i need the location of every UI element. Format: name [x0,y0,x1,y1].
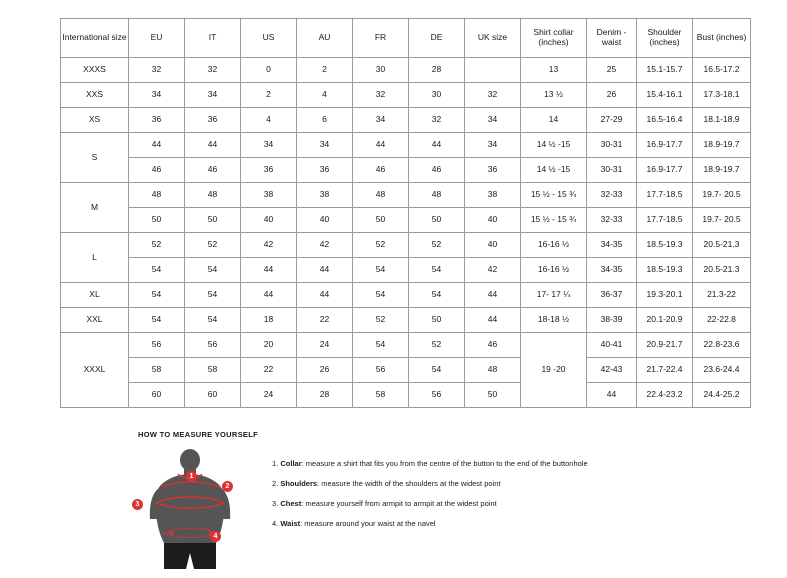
column-header-us: US [241,19,297,58]
cell-it: 54 [185,308,241,333]
measure-instruction-item [272,479,588,488]
cell-eu: 44 [129,133,185,158]
cell-shoulder: 20.9-21.7 [637,333,693,358]
cell-shoulder: 16.9-17.7 [637,158,693,183]
cell-it: 36 [185,108,241,133]
cell-it: 56 [185,333,241,358]
cell-it: 34 [185,83,241,108]
cell-de: 54 [409,358,465,383]
cell-us: 34 [241,133,297,158]
cell-it: 48 [185,183,241,208]
cell-eu: 52 [129,233,185,258]
cell-eu: 32 [129,58,185,83]
cell-us: 20 [241,333,297,358]
row-header-international-size: XXXS [61,58,129,83]
table-row [61,258,751,283]
row-header-international-size: L [61,233,129,283]
cell-collar: 16-16 ½ [521,233,587,258]
cell-shoulder: 21.7-22.4 [637,358,693,383]
cell-de: 54 [409,258,465,283]
row-header-international-size: XS [61,108,129,133]
row-header-international-size: XXS [61,83,129,108]
cell-bust: 18.9-19.7 [693,158,751,183]
cell-au: 44 [297,283,353,308]
table-row [61,233,751,258]
cell-fr: 54 [353,258,409,283]
table-row [61,283,751,308]
cell-uk: 36 [465,158,521,183]
cell-denim: 27-29 [587,108,637,133]
cell-uk: 32 [465,83,521,108]
cell-uk: 40 [465,233,521,258]
table-row [61,383,751,408]
cell-bust: 17.3-18.1 [693,83,751,108]
cell-shoulder: 16.9-17.7 [637,133,693,158]
cell-denim: 26 [587,83,637,108]
cell-eu: 54 [129,258,185,283]
cell-uk: 44 [465,308,521,333]
cell-au: 26 [297,358,353,383]
how-to-measure-title: HOW TO MEASURE YOURSELF [138,430,258,439]
how-to-measure-section [135,430,758,573]
marker-1: 1 [186,471,197,482]
cell-us: 2 [241,83,297,108]
cell-shoulder: 20.1-20.9 [637,308,693,333]
cell-fr: 46 [353,158,409,183]
column-header-uk-size: UK size [465,19,521,58]
cell-bust: 19.7- 20.5 [693,183,751,208]
table-header-row [61,19,751,58]
cell-denim: 30-31 [587,133,637,158]
measure-instruction-item [272,459,588,468]
cell-eu: 56 [129,333,185,358]
cell-bust: 18.1-18.9 [693,108,751,133]
cell-bust: 22.8-23.6 [693,333,751,358]
cell-de: 52 [409,233,465,258]
cell-au: 4 [297,83,353,108]
cell-denim: 34-35 [587,258,637,283]
cell-us: 40 [241,208,297,233]
cell-us: 36 [241,158,297,183]
cell-it: 58 [185,358,241,383]
cell-us: 0 [241,58,297,83]
cell-uk: 44 [465,283,521,308]
table-row [61,108,751,133]
cell-denim: 44 [587,383,637,408]
how-to-measure-body [135,447,758,573]
measure-item-number: 4. [272,519,279,528]
cell-shoulder: 15.4-16.1 [637,83,693,108]
cell-denim: 36-37 [587,283,637,308]
table-row [61,208,751,233]
cell-us: 44 [241,258,297,283]
cell-uk: 50 [465,383,521,408]
cell-de: 30 [409,83,465,108]
cell-bust: 23.6-24.4 [693,358,751,383]
cell-collar: 14 ½ -15 [521,158,587,183]
cell-it: 46 [185,158,241,183]
cell-fr: 32 [353,83,409,108]
cell-it: 32 [185,58,241,83]
cell-eu: 50 [129,208,185,233]
cell-au: 2 [297,58,353,83]
cell-fr: 54 [353,333,409,358]
measure-item-number: 3. [272,499,279,508]
cell-us: 42 [241,233,297,258]
cell-collar: 14 [521,108,587,133]
cell-it: 60 [185,383,241,408]
cell-bust: 19.7- 20.5 [693,208,751,233]
cell-it: 54 [185,283,241,308]
cell-eu: 54 [129,308,185,333]
cell-de: 52 [409,333,465,358]
row-header-international-size: XXXL [61,333,129,408]
cell-de: 50 [409,308,465,333]
measure-instruction-item [272,499,588,508]
measure-item-label: Shoulders [280,479,318,488]
measure-item-label: Waist [280,519,301,528]
table-row [61,133,751,158]
column-header-au: AU [297,19,353,58]
cell-shoulder: 18.5-19.3 [637,233,693,258]
cell-eu: 60 [129,383,185,408]
cell-uk: 38 [465,183,521,208]
cell-uk: 46 [465,333,521,358]
cell-us: 24 [241,383,297,408]
row-header-international-size: XL [61,283,129,308]
cell-bust: 24.4-25.2 [693,383,751,408]
column-header-fr: FR [353,19,409,58]
cell-au: 42 [297,233,353,258]
cell-au: 28 [297,383,353,408]
table-row [61,183,751,208]
cell-eu: 34 [129,83,185,108]
cell-eu: 58 [129,358,185,383]
cell-collar: 15 ½ - 15 ¾ [521,183,587,208]
cell-eu: 36 [129,108,185,133]
table-row [61,333,751,358]
cell-bust: 20.5-21.3 [693,233,751,258]
cell-denim: 32-33 [587,208,637,233]
cell-bust: 18.9-19.7 [693,133,751,158]
body-figure [135,447,258,573]
marker-2: 2 [222,481,233,492]
row-header-international-size: S [61,133,129,183]
cell-fr: 30 [353,58,409,83]
cell-it: 52 [185,233,241,258]
cell-eu: 48 [129,183,185,208]
cell-uk: 34 [465,133,521,158]
marker-3: 3 [132,499,143,510]
cell-de: 54 [409,283,465,308]
cell-bust: 16.5-17.2 [693,58,751,83]
cell-fr: 50 [353,208,409,233]
cell-collar: 13 [521,58,587,83]
cell-fr: 58 [353,383,409,408]
cell-us: 38 [241,183,297,208]
cell-au: 24 [297,333,353,358]
cell-uk: 42 [465,258,521,283]
measure-item-label: Collar [280,459,302,468]
cell-bust: 21.3-22 [693,283,751,308]
cell-fr: 48 [353,183,409,208]
column-header-shoulder: Shoulder (inches) [637,19,693,58]
cell-de: 56 [409,383,465,408]
measure-item-number: 1. [272,459,279,468]
cell-denim: 25 [587,58,637,83]
cell-denim: 32-33 [587,183,637,208]
cell-fr: 44 [353,133,409,158]
measure-item-label: Chest [280,499,302,508]
torso-diagram-icon [138,447,258,573]
measure-item-number: 2. [272,479,279,488]
cell-au: 36 [297,158,353,183]
cell-fr: 56 [353,358,409,383]
measure-item-text: : measure around your waist at the navel [300,519,436,528]
cell-uk: 40 [465,208,521,233]
marker-4: 4 [210,531,221,542]
cell-shoulder: 16.5-16.4 [637,108,693,133]
cell-de: 32 [409,108,465,133]
cell-collar: 17- 17 ¼ [521,283,587,308]
cell-shoulder: 22.4-23.2 [637,383,693,408]
cell-denim: 30-31 [587,158,637,183]
cell-denim: 40-41 [587,333,637,358]
cell-de: 50 [409,208,465,233]
cell-eu: 54 [129,283,185,308]
cell-collar: 18-18 ½ [521,308,587,333]
cell-it: 50 [185,208,241,233]
cell-us: 18 [241,308,297,333]
cell-au: 34 [297,133,353,158]
cell-collar: 16-16 ½ [521,258,587,283]
table-header [61,19,751,58]
cell-collar: 14 ½ -15 [521,133,587,158]
cell-au: 38 [297,183,353,208]
cell-bust: 22-22.8 [693,308,751,333]
table-row [61,58,751,83]
cell-collar: 15 ½ - 15 ¾ [521,208,587,233]
cell-au: 44 [297,258,353,283]
cell-denim: 42-43 [587,358,637,383]
cell-au: 22 [297,308,353,333]
cell-de: 46 [409,158,465,183]
cell-us: 22 [241,358,297,383]
column-header-de: DE [409,19,465,58]
measure-instructions-list [272,459,588,539]
cell-denim: 38-39 [587,308,637,333]
cell-shoulder: 18.5-19.3 [637,258,693,283]
cell-eu: 46 [129,158,185,183]
table-row [61,83,751,108]
cell-shoulder: 19.3-20.1 [637,283,693,308]
cell-shoulder: 17.7-18.5 [637,208,693,233]
column-header-denim-waist: Denim - waist [587,19,637,58]
cell-us: 44 [241,283,297,308]
cell-it: 44 [185,133,241,158]
measure-item-text: : measure the width of the shoulders at the widest point [317,479,501,488]
cell-de: 44 [409,133,465,158]
column-header-it: IT [185,19,241,58]
measure-item-text: : measure yourself from armpit to armpit at the widest point [301,499,497,508]
cell-fr: 34 [353,108,409,133]
cell-denim: 34-35 [587,233,637,258]
cell-it: 54 [185,258,241,283]
table-body [61,58,751,408]
column-header-shirt-collar: Shirt collar (inches) [521,19,587,58]
column-header-international-size: International size [61,19,129,58]
table-row [61,358,751,383]
row-header-international-size: XXL [61,308,129,333]
cell-fr: 54 [353,283,409,308]
cell-fr: 52 [353,233,409,258]
cell-de: 48 [409,183,465,208]
cell-shoulder: 15.1-15.7 [637,58,693,83]
measure-item-text: : measure a shirt that fits you from the centre of the button to the end of the buttonhole [301,459,588,468]
measure-instruction-item [272,519,588,528]
cell-fr: 52 [353,308,409,333]
table-row [61,158,751,183]
table-row [61,308,751,333]
column-header-eu: EU [129,19,185,58]
cell-uk: 34 [465,108,521,133]
cell-shirt-collar: 19 -20 [521,333,587,408]
cell-uk [465,58,521,83]
row-header-international-size: M [61,183,129,233]
column-header-bust: Bust (inches) [693,19,751,58]
cell-bust: 20.5-21.3 [693,258,751,283]
cell-au: 40 [297,208,353,233]
size-chart-table [60,18,751,408]
cell-collar: 13 ½ [521,83,587,108]
cell-us: 4 [241,108,297,133]
cell-de: 28 [409,58,465,83]
cell-shoulder: 17.7-18.5 [637,183,693,208]
cell-au: 6 [297,108,353,133]
cell-uk: 48 [465,358,521,383]
